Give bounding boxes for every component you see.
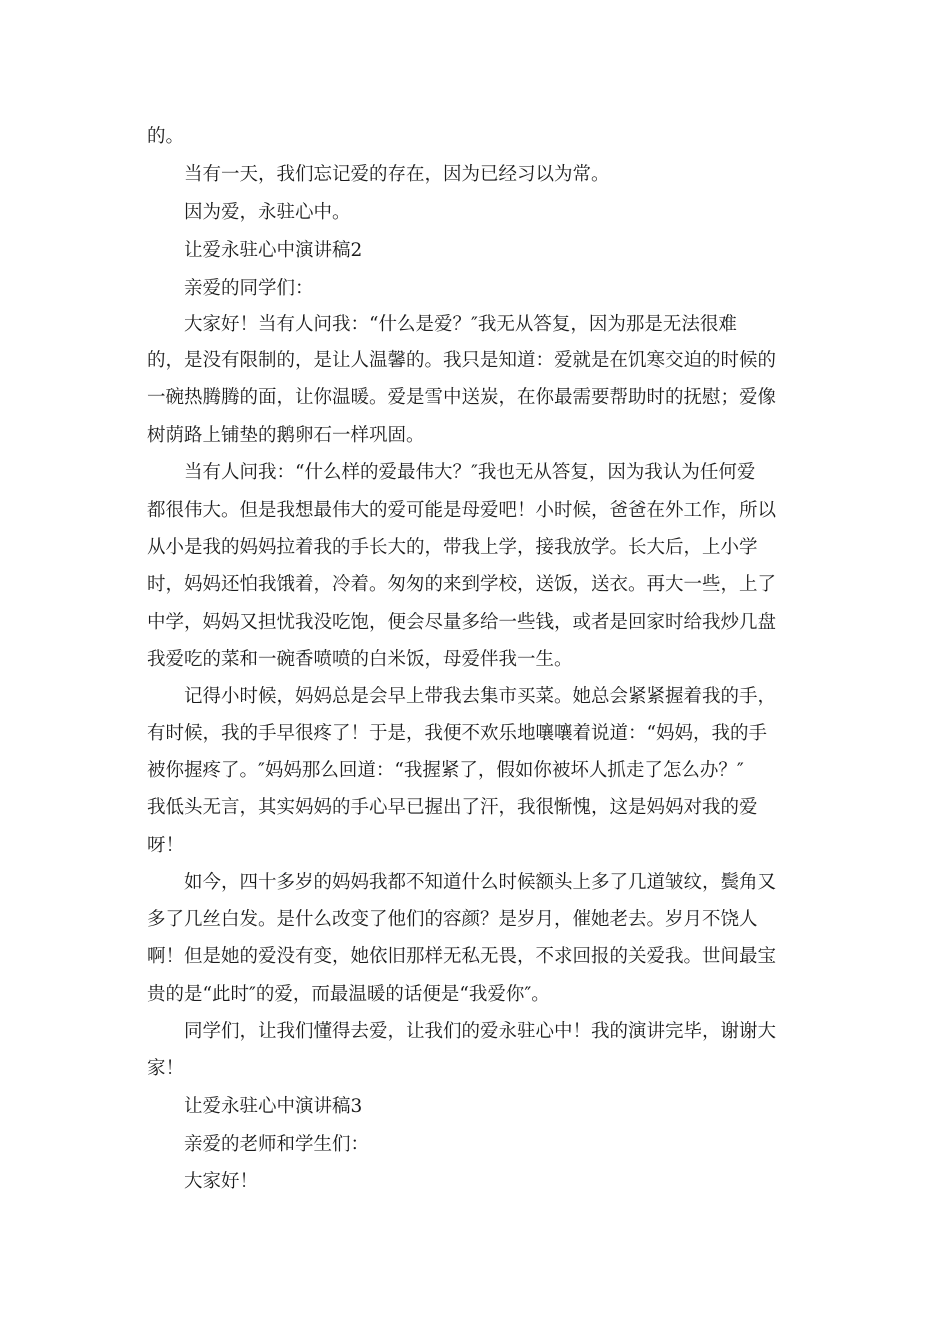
text-line: 都很伟大。但是我想最伟大的爱可能是母爱吧！小时候，爸爸在外工作，所以: [147, 500, 777, 521]
text-line: 一碗热腾腾的面，让你温暖。爱是雪中送炭，在你最需要帮助时的抚慰；爱像: [147, 387, 777, 408]
text-line: 如今，四十多岁的妈妈我都不知道什么时候额头上多了几道皱纹，鬓角又: [184, 872, 777, 893]
text-line: 记得小时候，妈妈总是会早上带我去集市买菜。她总会紧紧握着我的手，: [184, 686, 777, 707]
text-line: 家！: [147, 1058, 185, 1079]
text-line: 我低头无言，其实妈妈的手心早已握出了汗，我很惭愧，这是妈妈对我的爱: [147, 797, 758, 818]
text-line: 呀！: [147, 835, 185, 856]
section-heading: 让爱永驻心中演讲稿3: [184, 1096, 363, 1117]
text-line: 当有人问我：“什么样的爱最伟大？″我也无从答复，因为我认为任何爱: [184, 462, 756, 483]
text-line: 同学们，让我们懂得去爱，让我们的爱永驻心中！我的演讲完毕，谢谢大: [184, 1021, 777, 1042]
text-line: 有时候，我的手早很疼了！于是，我便不欢乐地嚷嚷着说道：“妈妈，我的手: [147, 723, 767, 744]
text-line: 因为爱，永驻心中。: [184, 202, 351, 223]
text-line: 的，是没有限制的，是让人温馨的。我只是知道：爱就是在饥寒交迫的时候的: [147, 350, 777, 371]
text-line: 树荫路上铺垫的鹅卵石一样巩固。: [147, 425, 425, 446]
text-line: 大家好！: [184, 1171, 259, 1192]
text-line: 时，妈妈还怕我饿着，冷着。匆匆的来到学校，送饭，送衣。再大一些，上了: [147, 574, 777, 595]
text-line: 我爱吃的菜和一碗香喷喷的白米饭，母爱伴我一生。: [147, 649, 573, 670]
text-line: 被你握疼了。″妈妈那么回道：“我握紧了，假如你被坏人抓走了怎么办？″: [147, 760, 744, 781]
section-heading: 让爱永驻心中演讲稿2: [184, 240, 363, 261]
text-line: 的。: [147, 126, 185, 147]
text-line: 当有一天，我们忘记爱的存在，因为已经习以为常。: [184, 164, 610, 185]
text-line: 贵的是“此时″的爱，而最温暖的话便是“我爱你″。: [147, 984, 550, 1005]
text-line: 啊！但是她的爱没有变，她依旧那样无私无畏，不求回报的关爱我。世间最宝: [147, 946, 777, 967]
text-line: 多了几丝白发。是什么改变了他们的容颜？是岁月，催她老去。岁月不饶人: [147, 909, 758, 930]
salutation: 亲爱的老师和学生们：: [184, 1134, 370, 1155]
salutation: 亲爱的同学们：: [184, 278, 314, 299]
text-line: 中学，妈妈又担忧我没吃饱，便会尽量多给一些钱，或者是回家时给我炒几盘: [147, 612, 777, 633]
text-line: 大家好！当有人问我：“什么是爱？″我无从答复，因为那是无法很难: [184, 314, 737, 335]
text-line: 从小是我的妈妈拉着我的手长大的，带我上学，接我放学。长大后，上小学: [147, 537, 758, 558]
